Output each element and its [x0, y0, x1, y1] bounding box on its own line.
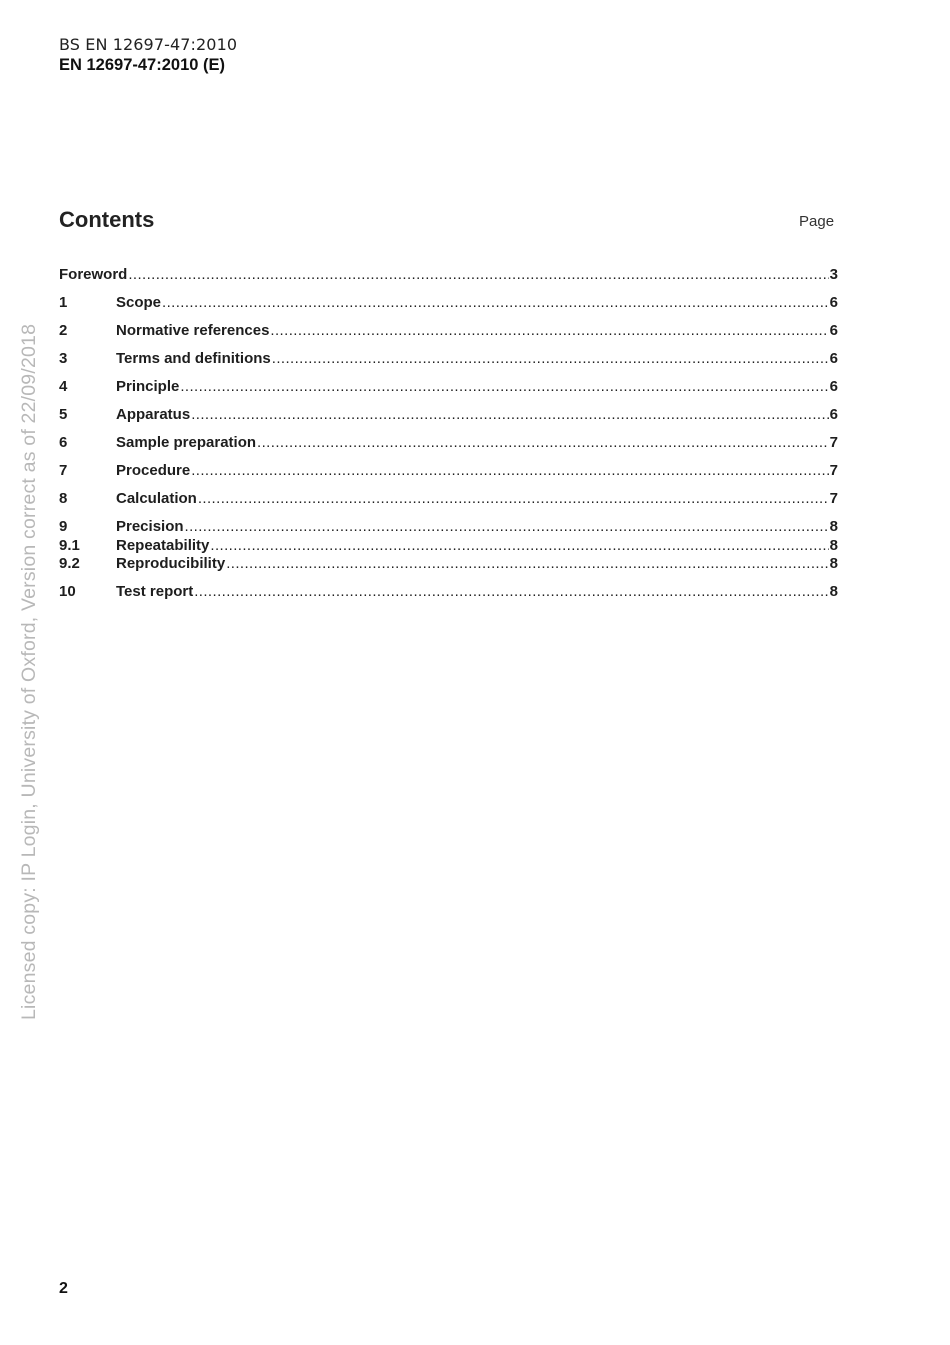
toc-entry-test-report[interactable] [59, 583, 838, 603]
toc-entry-title: Terms and definitions [116, 350, 271, 367]
toc-entry-title: Procedure [116, 462, 191, 479]
toc-entry-precision[interactable] [59, 518, 838, 538]
toc-leader-dots [257, 434, 829, 451]
toc-entry-number: 7 [59, 462, 68, 479]
document-header [59, 35, 237, 75]
toc-entry-page: 6 [829, 350, 838, 367]
toc-entry-page: 6 [829, 378, 838, 395]
toc-entry-number: 9.2 [59, 555, 80, 572]
toc-entry-calculation[interactable] [59, 490, 838, 510]
toc-leader-dots [194, 583, 828, 600]
toc-entry-number: 9 [59, 518, 68, 535]
toc-entry-title: Scope [116, 294, 162, 311]
toc-entry-page: 7 [829, 490, 838, 507]
toc-entry-procedure[interactable] [59, 462, 838, 482]
toc-entry-page: 7 [829, 462, 838, 479]
toc-entry-page: 6 [829, 294, 838, 311]
en-standard-number: EN 12697-47:2010 (E) [59, 56, 226, 74]
toc-entry-page: 8 [829, 537, 838, 554]
toc-leader-dots [210, 537, 828, 554]
license-watermark: Licensed copy: IP Login, University of Oxford, Version correct as of 22/09/2018 [18, 323, 40, 1020]
toc-entry-page: 8 [829, 583, 838, 600]
toc-entry-title: Principle [116, 378, 180, 395]
toc-entry-number: 3 [59, 350, 68, 367]
toc-entry-title: Apparatus [116, 406, 191, 423]
toc-entry-page: 8 [829, 518, 838, 535]
toc-entry-principle[interactable] [59, 378, 838, 398]
toc-entry-number: 6 [59, 434, 68, 451]
toc-entry-scope[interactable] [59, 294, 838, 314]
toc-entry-page: 6 [829, 322, 838, 339]
toc-entry-number: 4 [59, 378, 68, 395]
toc-entry-title: Precision [116, 518, 184, 535]
toc-leader-dots [226, 555, 828, 572]
toc-entry-number: 8 [59, 490, 68, 507]
toc-entry-normative-references[interactable] [59, 322, 838, 342]
toc-entry-terms-and-definitions[interactable] [59, 350, 838, 370]
toc-entry-number: 9.1 [59, 537, 80, 554]
toc-entry-sample-preparation[interactable] [59, 434, 838, 454]
contents-heading: Contents [59, 207, 155, 232]
toc-entry-number: 2 [59, 322, 68, 339]
toc-entry-apparatus[interactable] [59, 406, 838, 426]
toc-leader-dots [128, 266, 828, 283]
toc-leader-dots [180, 378, 828, 395]
bs-standard-number: BS EN 12697-47:2010 [59, 35, 238, 54]
toc-leader-dots [162, 294, 829, 311]
toc-entry-number: 10 [59, 583, 76, 600]
toc-leader-dots [191, 462, 828, 479]
toc-entry-title: Foreword [59, 266, 128, 283]
toc-entry-title: Sample preparation [116, 434, 257, 451]
toc-entry-foreword[interactable] [59, 266, 838, 286]
toc-entry-reproducibility[interactable] [59, 555, 838, 575]
toc-entry-number: 1 [59, 294, 68, 311]
page-number: 2 [59, 1280, 68, 1297]
toc-entry-repeatability[interactable] [59, 537, 838, 557]
page-column-label: Page [799, 213, 835, 230]
toc-entry-page: 7 [829, 434, 838, 451]
toc-entry-number: 5 [59, 406, 68, 423]
toc-leader-dots [191, 406, 828, 423]
toc-leader-dots [185, 518, 829, 535]
toc-leader-dots [272, 350, 829, 367]
toc-entry-page: 6 [829, 406, 838, 423]
toc-entry-title: Reproducibility [116, 555, 226, 572]
toc-entry-title: Repeatability [116, 537, 210, 554]
toc-entry-page: 3 [829, 266, 838, 283]
toc-entry-page: 8 [829, 555, 838, 572]
toc-entry-title: Normative references [116, 322, 270, 339]
toc-leader-dots [270, 322, 828, 339]
toc-entry-title: Test report [116, 583, 194, 600]
toc-leader-dots [198, 490, 829, 507]
toc-entry-title: Calculation [116, 490, 197, 507]
